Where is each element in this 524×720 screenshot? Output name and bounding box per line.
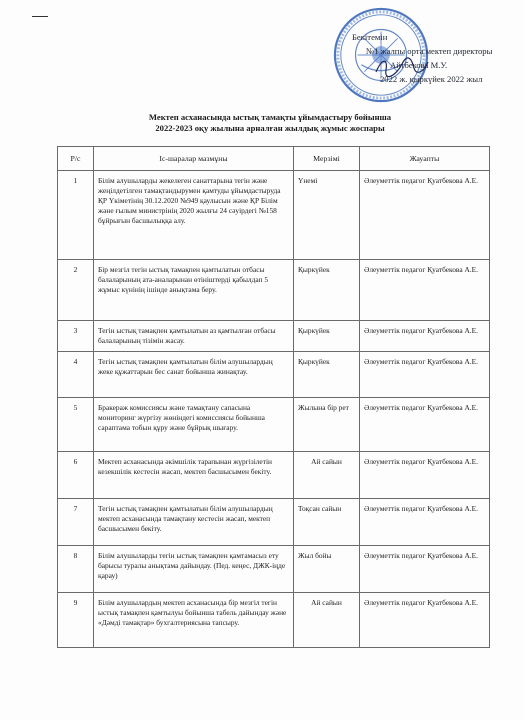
row-responsible: Әлеуметтік педагог Қуатбекова А.Е. [360,260,490,321]
row-responsible: Әлеуметтік педагог Қуатбекова А.Е. [360,398,490,452]
corner-mark [32,16,48,17]
document-title [60,112,480,134]
row-number: 2 [58,260,94,321]
row-responsible: Әлеуметтік педагог Қуатбекова А.Е. [360,499,490,546]
row-content: Тегін ыстық тамақпен қамтылатын білім алушылардың мектеп асханасында тамақтану кестесін жасап, мектеп басшысымен бекіту. [94,499,294,546]
table-row [58,352,490,398]
work-plan-table [57,146,490,648]
row-number: 7 [58,499,94,546]
row-content: Білім алушыларды тегін ыстық тамақпен қамтамасыз ету барысы туралы анықтама дайындау. (Пед. кеңес, ДЖК-іңде қарау) [94,546,294,593]
row-number: 3 [58,321,94,352]
row-term: Қыркүйек [294,321,360,352]
row-term: Ай сайын [294,593,360,648]
header-content: Іс-шаралар мазмұны [94,147,294,171]
row-content: Тегін ыстық тамақпен қамтылатын аз қамтылған отбасы балаларының тізімін жасау. [94,321,294,352]
table-row [58,171,490,260]
row-responsible: Әлеуметтік педагог Қуатбекова А.Е. [360,171,490,260]
row-term: Жылына бір рет [294,398,360,452]
row-term: Жыл бойы [294,546,360,593]
row-number: 5 [58,398,94,452]
row-content: Тегін ыстық тамақпен қамтылатын білім алушылардың жеке құжаттарын бес санат бойынша жинақтау. [94,352,294,398]
table-row [58,398,490,452]
approval-position: №1 жалпы орта мектеп директоры [366,46,493,56]
row-content: Мектеп асханасында әкімшілік тарапынан жүргізілетін кезекшілік кестесін жасап, мектеп басшысымен бекіту. [94,452,294,499]
row-term: Қыркүйек [294,260,360,321]
table-row [58,499,490,546]
approval-heading: Бекітемін [352,32,388,42]
title-line-2: 2022-2023 оқу жылына арналған жылдық жұмыс жоспары [155,123,385,133]
row-term: Үнемі [294,171,360,260]
row-content: Білім алушыларды жекелеген санаттарына тегін және жеңілдетілген тамақтандырумен қамтуды ұйымдастыруда ҚР Үкіметінің 30.12.2020 №949 қаулысын және ҚР Білім және ғылым министрінің 2020 жылғы 24 сәуірдегі №158 бұйрығын басшылыққа алу. [94,171,294,260]
row-content: Білім алушылардың мектеп асханасында бір мезгіл тегін ыстық тамақпен қамтылуы бойынша табель дайындау және «Дәмді тамақтар» бухгалтериясына тапсыру. [94,593,294,648]
table-row [58,321,490,352]
signature-icon [372,54,432,80]
row-number: 4 [58,352,94,398]
row-responsible: Әлеуметтік педагог Қуатбекова А.Е. [360,593,490,648]
approval-date: 2022 ж. қыркүйек 2022 жыл [380,74,483,84]
row-content: Бір мезгіл тегін ыстық тамақпен қамтылатын отбасы балаларының ата-аналарынан өтініштерді қабылдап 5 жұмыс күнінің ішінде анықтама беру. [94,260,294,321]
row-number: 1 [58,171,94,260]
row-number: 8 [58,546,94,593]
table-row [58,260,490,321]
row-responsible: Әлеуметтік педагог Қуатбекова А.Е. [360,546,490,593]
row-responsible: Әлеуметтік педагог Қуатбекова А.Е. [360,352,490,398]
approval-person: Айтбекова М.У. [390,60,448,70]
row-term: Ай сайын [294,452,360,499]
title-line-1: Мектеп асханасында ыстық тамақты ұйымдастыру бойынша [148,112,392,122]
header-term: Мерзімі [294,147,360,171]
row-number: 6 [58,452,94,499]
table-header-row [58,147,490,171]
table-row [58,546,490,593]
row-content: Бракераж комиссиясы және тамақтану сапасына мониторинг жүргізу жөніндегі комиссиясы бойынша сараптама тобын құру және бұйрық шығару. [94,398,294,452]
row-term: Қыркүйек [294,352,360,398]
table-row [58,593,490,648]
table-row [58,452,490,499]
header-number: Р/с [58,147,94,171]
row-number: 9 [58,593,94,648]
row-responsible: Әлеуметтік педагог Қуатбекова А.Е. [360,452,490,499]
row-term: Тоқсан сайын [294,499,360,546]
row-responsible: Әлеуметтік педагог Қуатбекова А.Е. [360,321,490,352]
header-responsible: Жауапты [360,147,490,171]
